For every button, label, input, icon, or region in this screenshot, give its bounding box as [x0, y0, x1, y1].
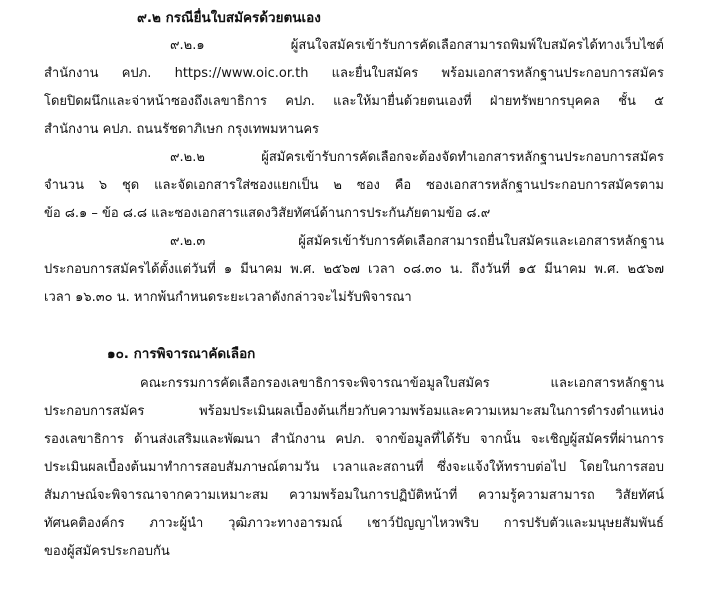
para-10-line-4: ประเมินผลเบื้องต้นมาทำการสอบสัมภาษณ์ตามวัน เวลาและสถานที่ ซึ่งจะแจ้งให้ทราบต่อไป โดยในการสอบ	[44, 460, 664, 475]
para-10-line-7: ของผู้สมัครประกอบกัน	[44, 544, 170, 559]
para-9-2-3-line-2: ประกอบการสมัครได้ตั้งแต่วันที่ ๑ มีนาคม พ.ศ. ๒๕๖๗ เวลา ๐๘.๓๐ น. ถึงวันที่ ๑๕ มีนาคม พ.ศ. ๒๕๖๗	[44, 262, 664, 277]
para-9-2-2-line-3: ข้อ ๘.๑ – ข้อ ๘.๘ และซองเอกสารแสดงวิสัยทัศน์ด้านการประกันภัยตามข้อ ๘.๙	[44, 206, 491, 221]
para-9-2-1-line-2: สำนักงาน คปภ. https://www.oic.or.th และยื่นใบสมัคร พร้อมเอกสารหลักฐานประกอบการสมัคร	[44, 66, 664, 81]
para-9-2-1-line-3: โดยปิดผนึกและจ่าหน้าซองถึงเลขาธิการ คปภ. และให้มายื่นด้วยตนเองที่ ฝ่ายทรัพยากรบุคคล ชั้น ๕	[44, 94, 664, 109]
para-10-line-3: รองเลขาธิการ ด้านส่งเสริมและพัฒนา สำนักงาน คปภ. จากข้อมูลที่ได้รับ จากนั้น จะเชิญผู้สมัครที่ผ่านการ	[44, 432, 664, 447]
para-10-line-5: สัมภาษณ์จะพิจารณาจากความเหมาะสม ความพร้อมในการปฏิบัติหน้าที่ ความรู้ความสามารถ วิสัยทัศน์	[44, 488, 664, 503]
para-9-2-2-line-1: ๙.๒.๒ ผู้สมัครเข้ารับการคัดเลือกจะต้องจัดทำเอกสารหลักฐานประกอบการสมัคร	[170, 150, 664, 165]
para-9-2-2-line-2: จำนวน ๖ ชุด และจัดเอกสารใส่ซองแยกเป็น ๒ ซอง คือ ซองเอกสารหลักฐานประกอบการสมัครตาม	[44, 178, 664, 193]
para-10-line-1: คณะกรรมการคัดเลือกรองเลขาธิการจะพิจารณาข้อมูลใบสมัคร และเอกสารหลักฐาน	[140, 376, 664, 391]
section-9-2-heading: ๙.๒ กรณียื่นใบสมัครด้วยตนเอง	[137, 10, 321, 26]
para-9-2-3-line-1: ๙.๒.๓ ผู้สมัครเข้ารับการคัดเลือกสามารถยื่นใบสมัครและเอกสารหลักฐาน	[170, 234, 664, 249]
para-9-2-1-line-4: สำนักงาน คปภ. ถนนรัชดาภิเษก กรุงเทพมหานคร	[44, 122, 320, 137]
section-10-heading: ๑๐. การพิจารณาคัดเลือก	[107, 346, 256, 362]
para-10-line-2: ประกอบการสมัคร พร้อมประเมินผลเบื้องต้นเกี่ยวกับความพร้อมและความเหมาะสมในการดำรงตำแหน่ง	[44, 404, 664, 419]
para-10-line-6: ทัศนคติองค์กร ภาวะผู้นำ วุฒิภาวะทางอารมณ์ เชาว์ปัญญาไหวพริบ การปรับตัวและมนุษยสัมพันธ์	[44, 516, 664, 531]
para-9-2-3-line-3: เวลา ๑๖.๓๐ น. หากพ้นกำหนดระยะเวลาดังกล่าวจะไม่รับพิจารณา	[44, 290, 412, 305]
para-9-2-1-line-1: ๙.๒.๑ ผู้สนใจสมัครเข้ารับการคัดเลือกสามารถพิมพ์ใบสมัครได้ทางเว็บไซต์	[170, 38, 664, 53]
